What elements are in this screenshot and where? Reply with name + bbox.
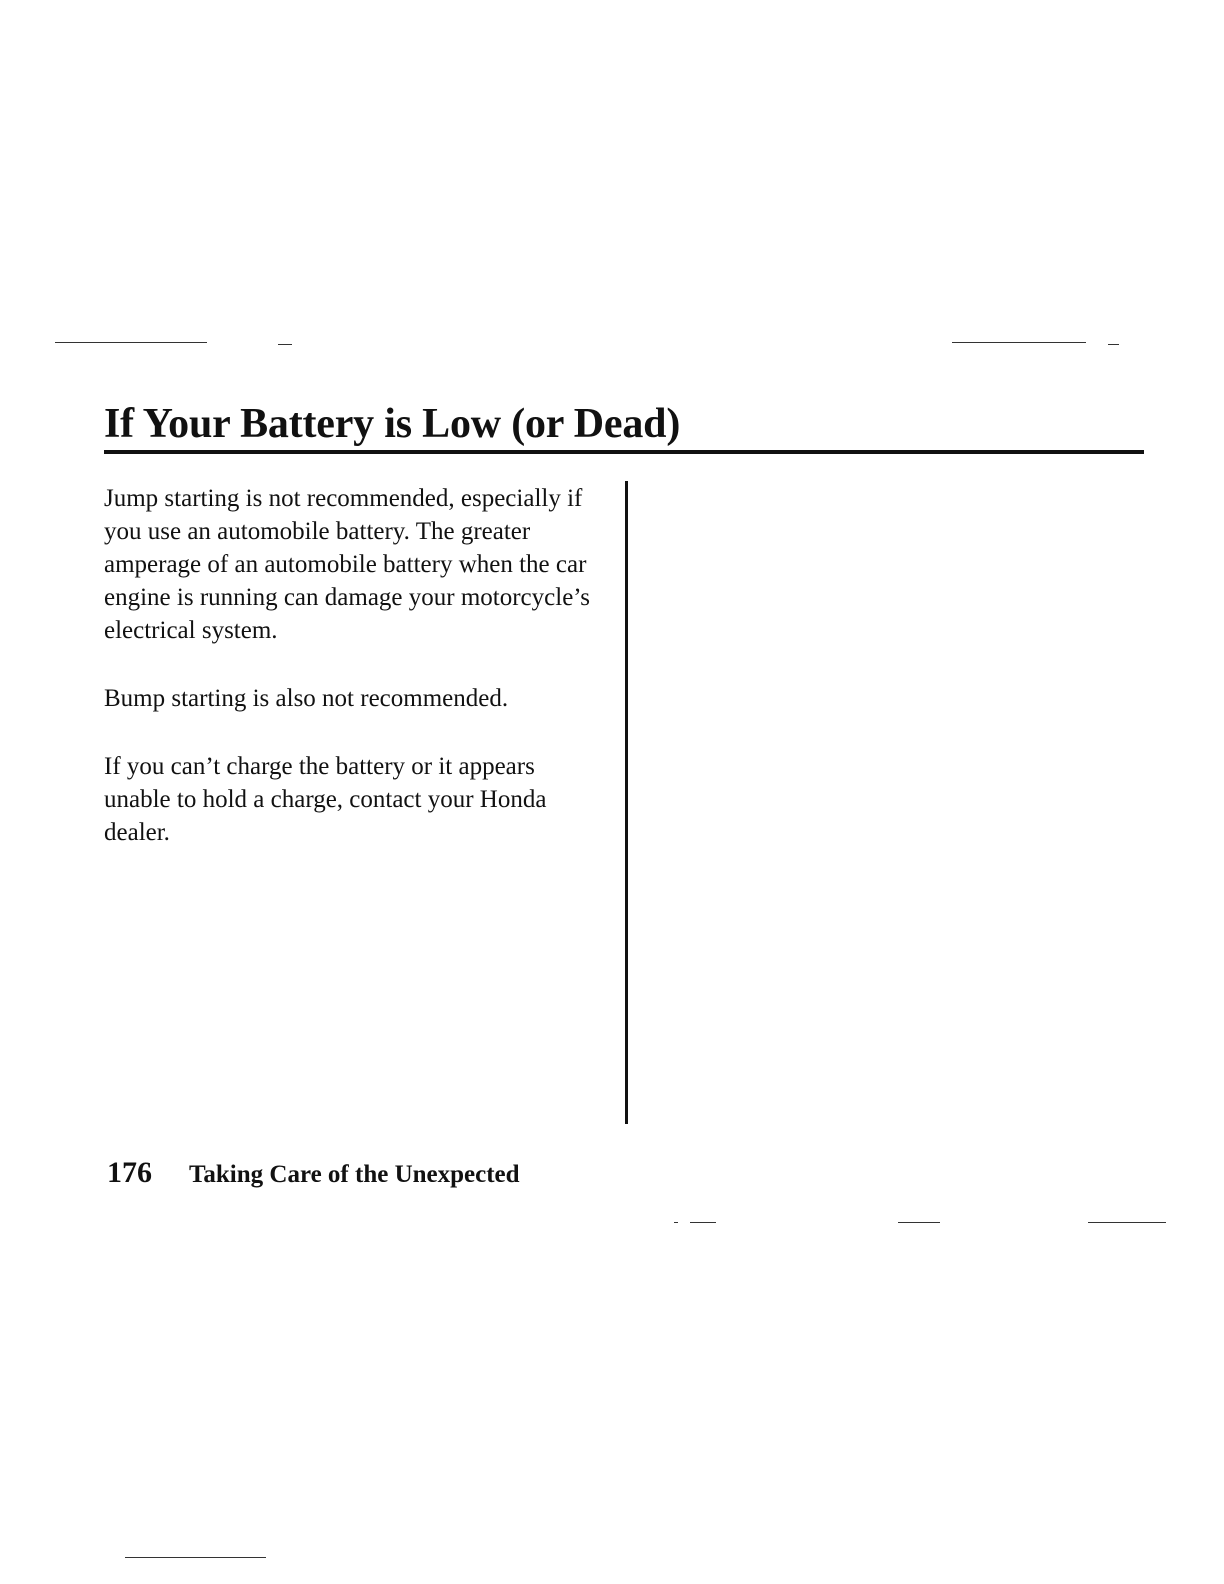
paragraph-bump-starting: Bump starting is also not recommended. (104, 685, 509, 712)
crop-mark (690, 1222, 716, 1223)
crop-mark (1088, 1222, 1166, 1223)
page-title: If Your Battery is Low (or Dead) (104, 401, 681, 447)
column-divider (625, 481, 628, 1124)
crop-mark (674, 1222, 678, 1223)
page-footer (107, 1156, 520, 1190)
section-name: Taking Care of the Unexpected (189, 1161, 520, 1188)
crop-mark (55, 342, 207, 343)
crop-mark (952, 342, 1086, 343)
crop-mark (1108, 344, 1119, 345)
paragraph-contact-dealer: If you can’t charge the battery or it appears unable to hold a charge, contact your Honda dealer. (104, 753, 547, 846)
crop-mark (125, 1557, 266, 1558)
page-number: 176 (107, 1156, 152, 1189)
crop-mark (278, 344, 292, 345)
title-underline (104, 450, 1144, 454)
body-column (104, 482, 604, 884)
crop-mark (898, 1222, 940, 1223)
paragraph-jump-starting: Jump starting is not recommended, especially if you use an automobile battery. The greater amperage of an automobile battery when the car engine is running can damage your motorcycle’s electrical system. (104, 485, 590, 644)
